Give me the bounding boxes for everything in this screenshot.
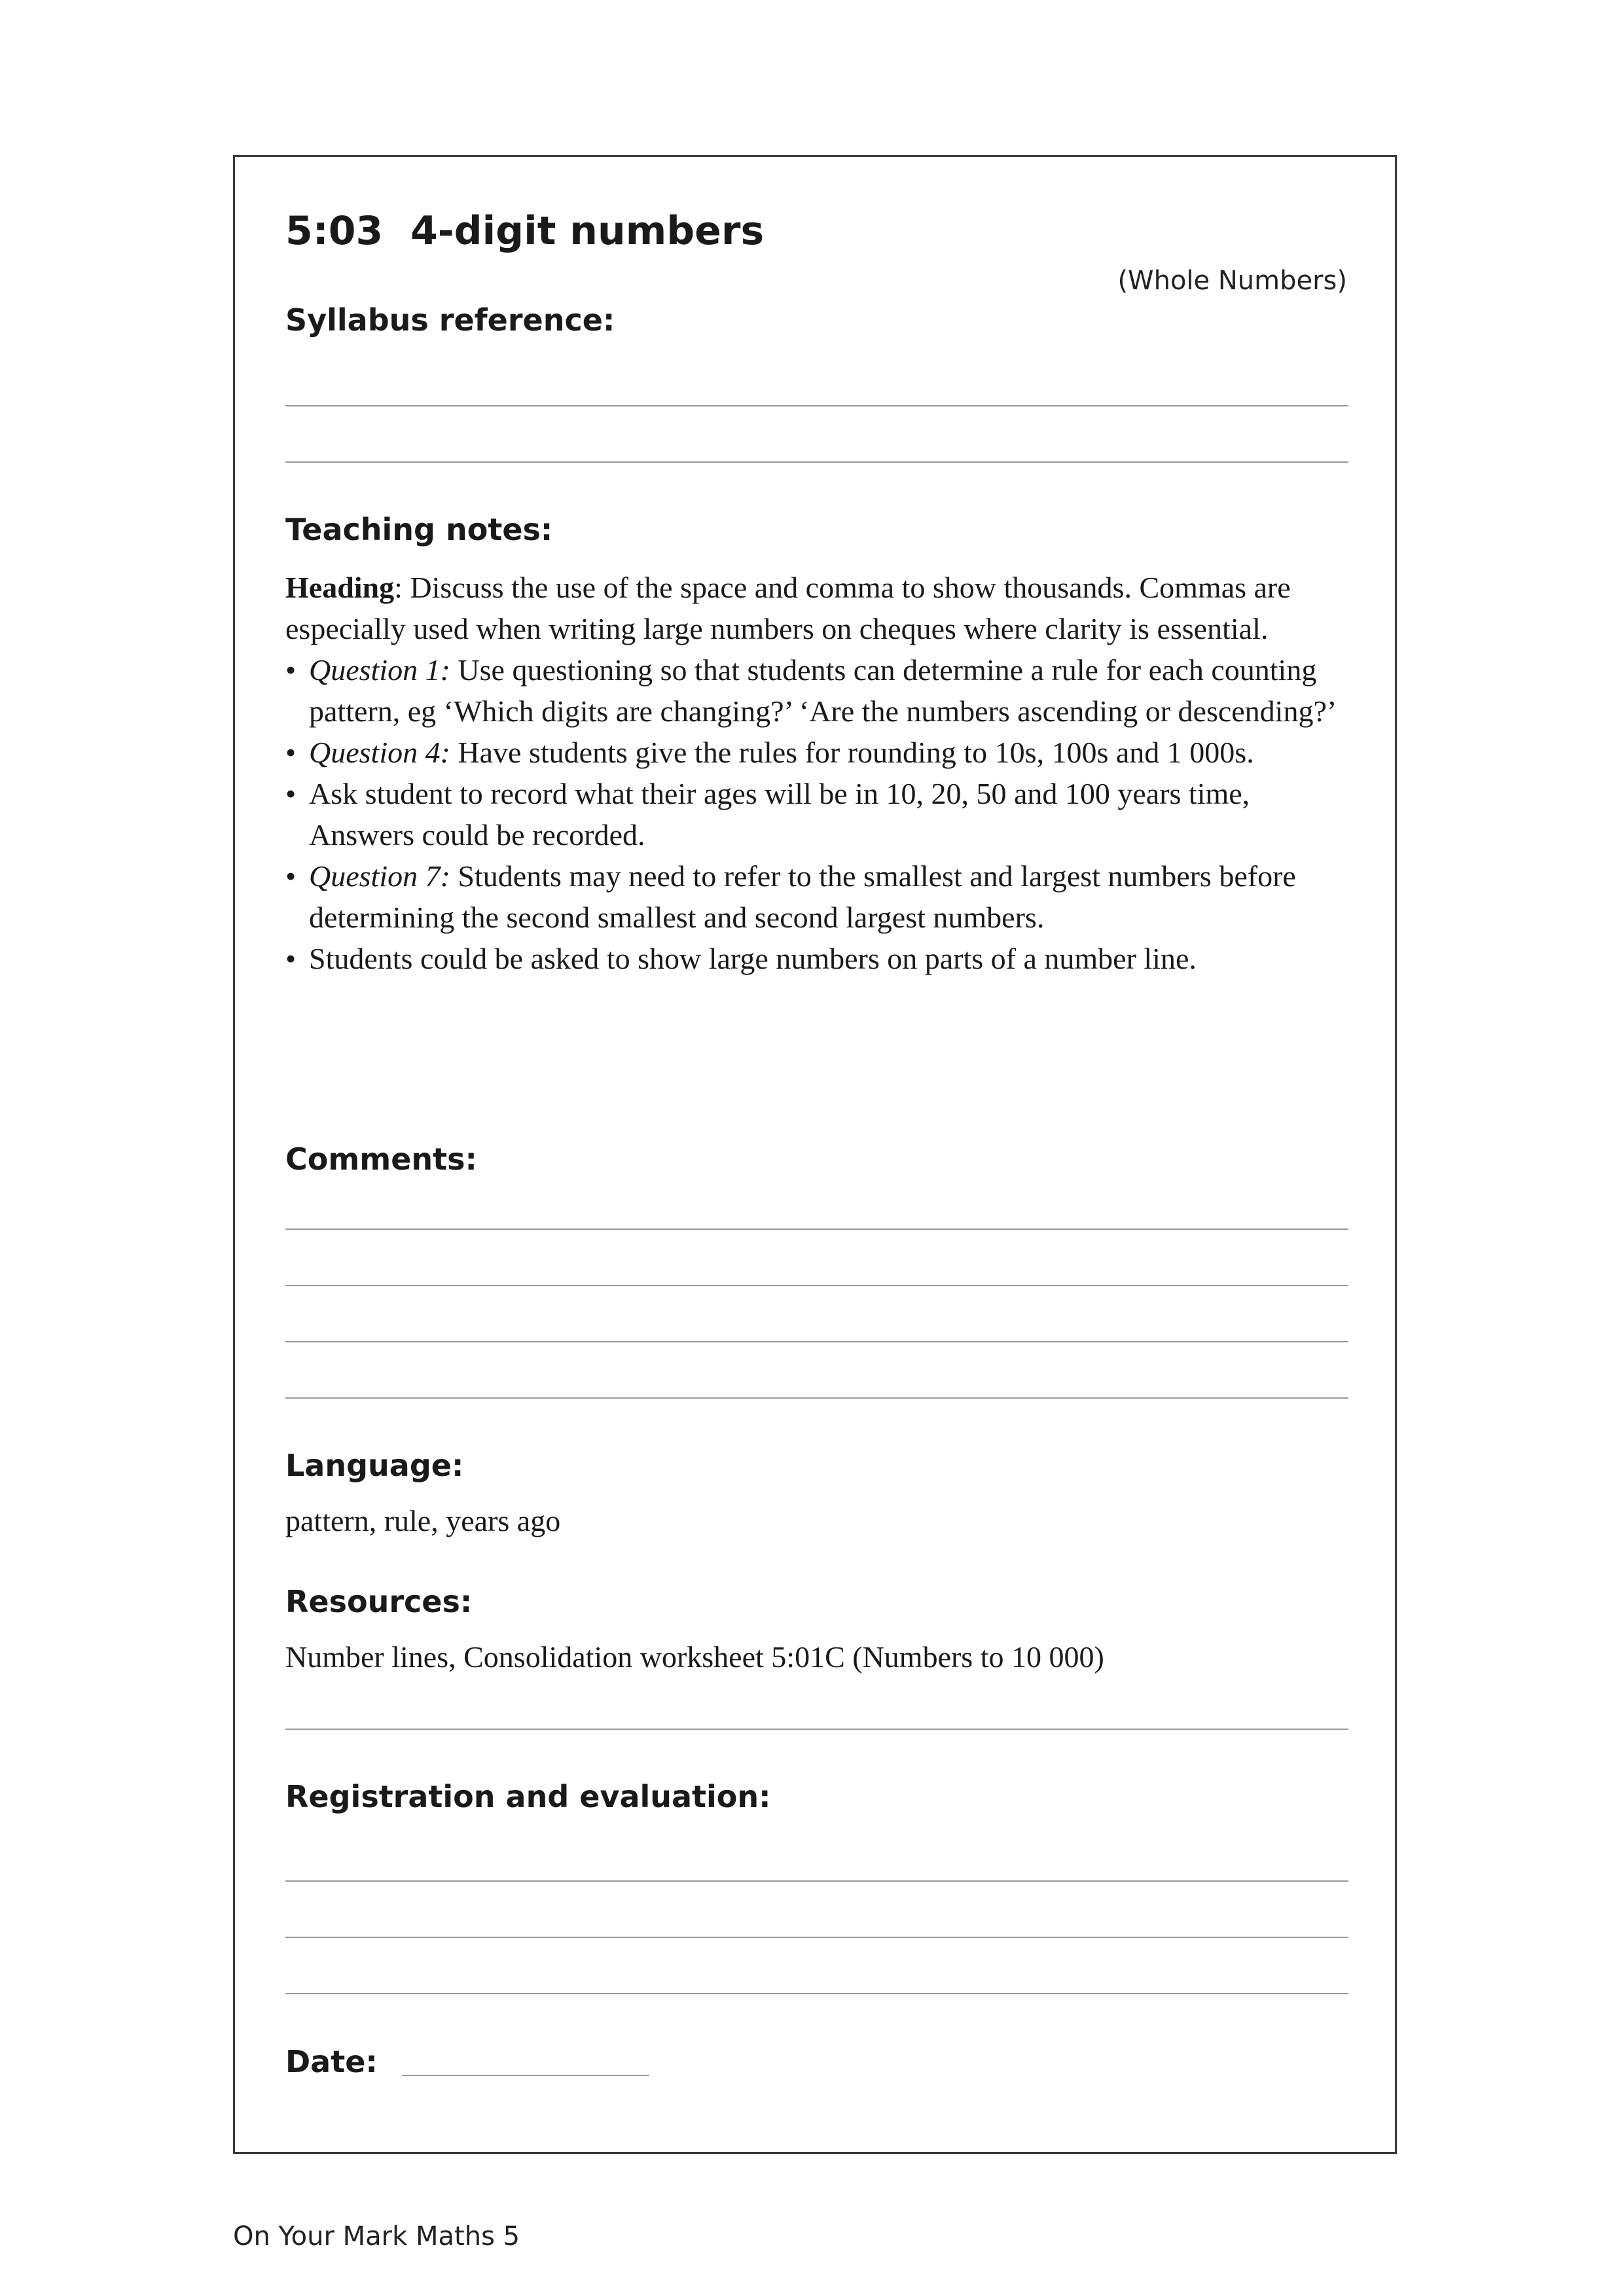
registration-heading: Registration and evaluation: [285,1779,771,1814]
footer-text: On Your Mark Maths 5 [233,2221,520,2251]
comments-line-3 [285,1341,1348,1342]
bullet-label: Question 7: [309,859,450,893]
language-text: pattern, rule, years ago [285,1504,561,1537]
comments-line-2 [285,1285,1348,1286]
bullet-label: Question 4: [309,736,450,769]
list-item [285,649,1359,732]
resources-line [285,1729,1348,1730]
notes-heading-text: : Discuss the use of the space and comma to show thousands. Commas are especially used when writing large numbers on cheques where clarity is essential. [285,571,1291,645]
bullet-label: Question 1: [309,653,450,687]
list-item [285,855,1359,938]
teaching-notes [285,567,1359,979]
syllabus-line-1 [285,405,1348,406]
date-label: Date: [285,2044,378,2079]
notes-heading-label: Heading [285,571,395,604]
comments-line-1 [285,1229,1348,1230]
bullet-text: Ask student to record what their ages will be in 10, 20, 50 and 100 years time, Answers could be recorded. [309,777,1250,852]
syllabus-heading: Syllabus reference: [285,302,615,338]
list-item [285,732,1359,773]
teaching-notes-heading: Teaching notes: [285,512,553,547]
comments-line-4 [285,1397,1348,1399]
bullet-text: Students could be asked to show large numbers on parts of a number line. [309,942,1197,975]
bullet-text: Use questioning so that students can determine a rule for each counting pattern, eg ‘Which digits are changing?’ ‘Are the numbers ascending or descending?’ [309,653,1337,728]
syllabus-line-2 [285,461,1348,463]
notes-intro [285,567,1359,649]
list-item [285,938,1359,979]
resources-text: Number lines, Consolidation worksheet 5:01C (Numbers to 10 000) [285,1640,1104,1674]
bullet-text: Students may need to refer to the smallest and largest numbers before determining the second smallest and second largest numbers. [309,859,1296,934]
resources-heading: Resources: [285,1584,473,1619]
comments-heading: Comments: [285,1141,477,1177]
registration-line-2 [285,1937,1348,1938]
date-field-line [402,2075,649,2076]
registration-line-3 [285,1993,1348,1994]
registration-line-1 [285,1880,1348,1882]
notes-bullet-list [285,649,1359,979]
language-heading: Language: [285,1448,464,1483]
page-title: 5:03 4-digit numbers [285,208,765,254]
section-subtitle: (Whole Numbers) [1117,266,1347,296]
bullet-text: Have students give the rules for rounding to 10s, 100s and 1 000s. [450,736,1254,769]
list-item [285,773,1359,855]
